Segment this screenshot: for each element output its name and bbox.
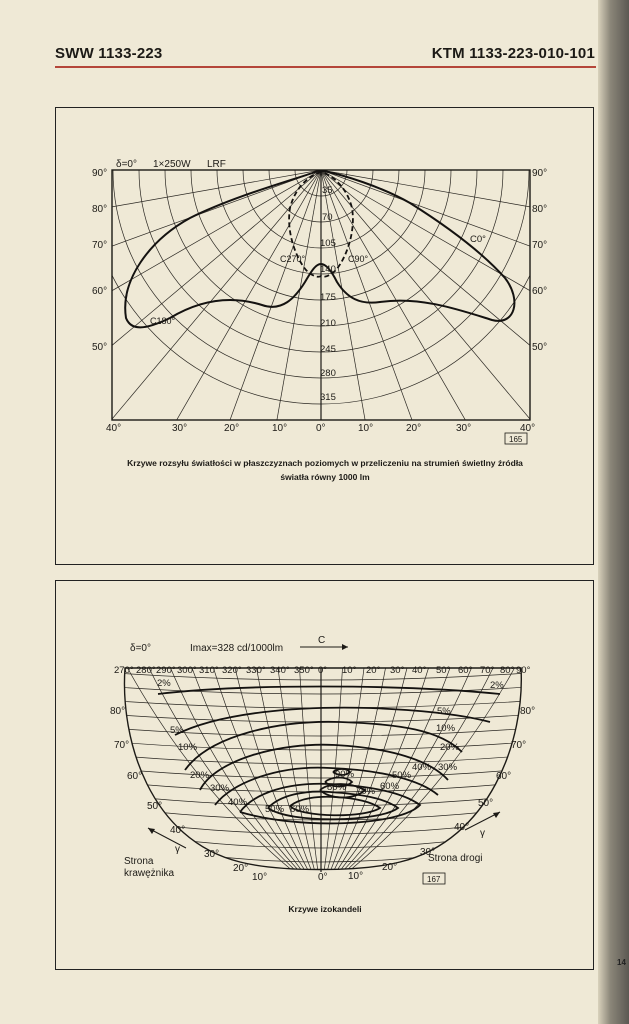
iso-delta-label: δ=0°	[130, 643, 151, 654]
pct-40-right: 40%	[412, 762, 432, 773]
polar-lamp-label: 1×250W	[153, 159, 191, 170]
pct-50-left: 50%	[265, 804, 285, 815]
iso-top-angle: 70°	[480, 665, 495, 676]
polar-bottom-angle: 20°	[224, 423, 240, 434]
side-curb-line2: krawężnika	[124, 868, 175, 879]
pct-80: 80%	[327, 782, 347, 793]
isocandela-caption: Krzywe izokandeli	[288, 904, 362, 914]
polar-bottom-angle: 30°	[172, 423, 188, 434]
pct-30-right: 30%	[438, 762, 458, 773]
iso-imax-label: Imax=328 cd/1000lm	[190, 643, 284, 654]
figure-number-2: 167	[427, 875, 441, 884]
gamma-left-label: γ	[175, 844, 180, 855]
figure-number: 165	[509, 435, 523, 444]
iso-top-angle: 30°	[390, 665, 405, 676]
iso-top-angle: 80°	[500, 665, 515, 676]
iso-meridian	[300, 668, 319, 872]
iso-right-angle: 50°	[478, 798, 494, 809]
polar-scale-value: 175	[320, 292, 336, 303]
iso-right-angle: 70°	[511, 740, 527, 751]
polar-bottom-angle: 40°	[106, 423, 122, 434]
polar-right-angle: 70°	[532, 240, 548, 251]
pct-20-left: 20%	[190, 770, 210, 781]
pct-5-right: 5%	[437, 706, 451, 717]
contour-2	[158, 687, 500, 695]
iso-top-angle: 320°	[222, 665, 242, 676]
polar-scale-value: 140	[320, 264, 336, 275]
polar-bottom-angle: 40°	[520, 423, 536, 434]
iso-top-angles	[114, 665, 531, 676]
polar-left-angle: 60°	[92, 286, 108, 297]
pct-70: 70%	[356, 786, 376, 797]
gamma-right-label: γ	[480, 828, 485, 839]
pct-60-right: 60%	[380, 781, 400, 792]
iso-left-angle: 20°	[233, 863, 249, 874]
polar-right-angle: 50°	[532, 342, 548, 353]
iso-top-angle: 10°	[342, 665, 357, 676]
iso-left-angle: 30°	[204, 849, 220, 860]
polar-bottom-angle: 0°	[316, 423, 326, 434]
curve-label-c270: C270°	[280, 254, 306, 264]
iso-top-angle: 310°	[199, 665, 219, 676]
polar-left-angle: 70°	[92, 240, 108, 251]
document-code: SWW 1133-223	[55, 45, 163, 62]
iso-right-angle: 40°	[454, 822, 470, 833]
pct-60-left: 60%	[290, 804, 310, 815]
polar-type-label: LRF	[207, 159, 226, 170]
polar-left-angle: 80°	[92, 204, 108, 215]
polar-delta-label: δ=0°	[116, 159, 137, 170]
polar-caption-line2: światła równy 1000 lm	[280, 472, 370, 482]
polar-bottom-angle: 30°	[456, 423, 472, 434]
iso-left-angle: 70°	[114, 740, 130, 751]
iso-left-angle: 60°	[127, 771, 143, 782]
pct-90: 90%	[335, 769, 355, 780]
catalogue-code: KTM 1133-223-010-101	[431, 45, 595, 62]
polar-scale-value: 315	[320, 392, 336, 403]
polar-scale-value: 280	[320, 368, 336, 379]
polar-caption-line1: Krzywe rozsyłu światłości w płaszczyznach poziomych w przeliczeniu na strumień świetlny źródła	[127, 458, 523, 468]
iso-top-angle: 40°	[412, 665, 427, 676]
iso-right-angle: 60°	[496, 771, 512, 782]
page-number: 14	[617, 958, 626, 967]
polar-left-angle: 90°	[92, 168, 108, 179]
iso-top-angle: 60°	[458, 665, 473, 676]
iso-c-label: C	[318, 635, 326, 646]
iso-top-angle: 340°	[270, 665, 290, 676]
pct-40-left: 40%	[228, 797, 248, 808]
pct-10-right: 10%	[436, 723, 456, 734]
pct-5-left: 5%	[170, 725, 184, 736]
pct-10-left: 10%	[178, 742, 198, 753]
iso-meridian	[348, 668, 515, 872]
polar-right-angle: 80°	[532, 204, 548, 215]
iso-c-arrowhead	[342, 644, 348, 650]
polar-scale-value: 70	[322, 212, 333, 223]
iso-top-angle: 20°	[366, 665, 381, 676]
iso-top-angle: 290°	[156, 665, 176, 676]
iso-top-angle: 90°	[516, 665, 531, 676]
polar-right-angle: 60°	[532, 286, 548, 297]
pct-20-right: 20%	[440, 742, 460, 753]
iso-top-angle: 270°	[114, 665, 134, 676]
iso-top-angle: 0°	[318, 665, 328, 676]
iso-left-angle: 50°	[147, 801, 163, 812]
polar-scale-value: 245	[320, 344, 336, 355]
iso-meridian	[128, 668, 295, 872]
curve-label-c180: C180°	[150, 316, 176, 326]
iso-left-angle: 80°	[110, 706, 126, 717]
iso-right-angle: 10°	[348, 871, 364, 882]
side-curb-line1: Strona	[124, 856, 154, 867]
iso-top-angle: 330°	[246, 665, 266, 676]
iso-right-angle: 30°	[420, 847, 436, 858]
polar-bottom-angle: 10°	[358, 423, 374, 434]
iso-left-angle: 10°	[252, 872, 268, 883]
polar-left-angle: 50°	[92, 342, 108, 353]
curve-label-c0: C0°	[470, 234, 486, 245]
side-road-label: Strona drogi	[428, 853, 483, 864]
iso-right-angle: 20°	[382, 862, 398, 873]
iso-meridian	[235, 668, 309, 872]
pct-2-right: 2%	[490, 680, 504, 691]
iso-bottom-zero: 0°	[318, 872, 328, 883]
iso-top-angle: 50°	[436, 665, 451, 676]
pct-50-right: 50%	[392, 770, 412, 781]
iso-left-angle: 40°	[170, 825, 186, 836]
curve-label-c90: C90°	[348, 254, 369, 264]
pct-30-left: 30%	[210, 783, 230, 794]
iso-top-angle: 280°	[136, 665, 156, 676]
iso-right-angle: 80°	[520, 706, 536, 717]
polar-bottom-angle: 20°	[406, 423, 422, 434]
iso-top-angle: 300°	[177, 665, 197, 676]
pct-2-left: 2%	[157, 678, 171, 689]
polar-scale-value: 35	[322, 185, 333, 196]
polar-scale-value: 105	[320, 238, 336, 249]
polar-right-angle: 90°	[532, 168, 548, 179]
iso-top-angle: 350°	[294, 665, 314, 676]
polar-scale-value: 210	[320, 318, 336, 329]
polar-bottom-angle: 10°	[272, 423, 288, 434]
